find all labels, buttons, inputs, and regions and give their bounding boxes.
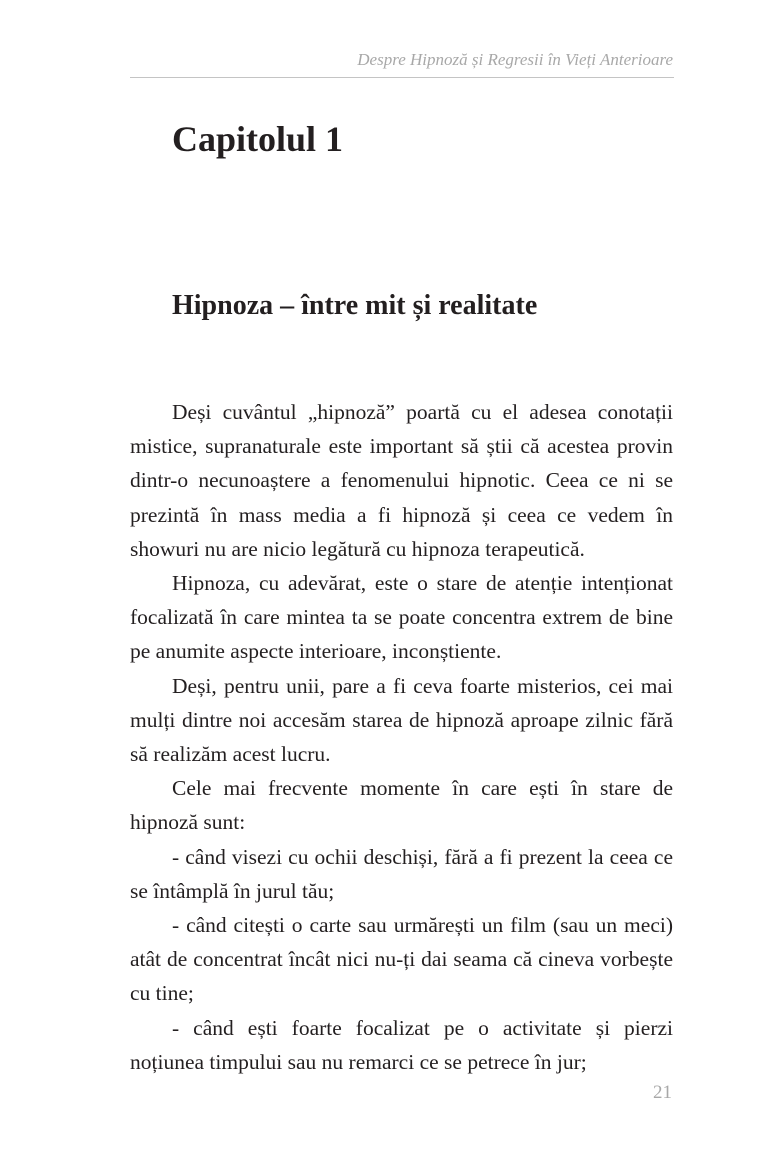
body-text	[130, 395, 673, 1079]
list-item: - când ești foarte focalizat pe o activitate și pierzi noțiunea timpului sau nu remarci ce se petrece în jur;	[130, 1015, 673, 1074]
list-item: - când citești o carte sau urmărești un film (sau un meci) atât de concentrat încât nici nu-ți dai seama că cineva vorbește cu tine;	[130, 913, 673, 1006]
header-divider	[130, 77, 674, 78]
running-header: Despre Hipnoză și Regresii în Vieți Anterioare	[357, 50, 673, 69]
paragraph: Hipnoza, cu adevărat, este o stare de atenție intenționat focalizată în care mintea ta se poate concentra extrem de bine pe anumite aspecte interioare, inconștiente.	[130, 571, 673, 664]
page-number: 21	[653, 1082, 672, 1103]
paragraph: Cele mai frecvente momente în care ești în stare de hipnoză sunt:	[130, 776, 673, 835]
chapter-title: Capitolul 1	[172, 119, 344, 159]
paragraph: Deși, pentru unii, pare a fi ceva foarte misterios, cei mai mulți dintre noi accesăm starea de hipnoză aproape zilnic fără să realizăm acest lucru.	[130, 673, 673, 767]
paragraph: Deși cuvântul „hipnoză” poartă cu el adesea conotații mistice, supranaturale este important să știi că acestea provin dintr-o necunoaștere a fenomenului hipnotic. Ceea ce ni se prezintă în mass media a fi hipnoză și ceea ce vedem în showuri nu are nicio legătură cu hipnoza terapeutică.	[130, 400, 673, 561]
section-title: Hipnoza – între mit și realitate	[172, 290, 538, 321]
list-item: - când visezi cu ochii deschiși, fără a fi prezent la ceea ce se întâmplă în jurul tău;	[130, 844, 673, 903]
